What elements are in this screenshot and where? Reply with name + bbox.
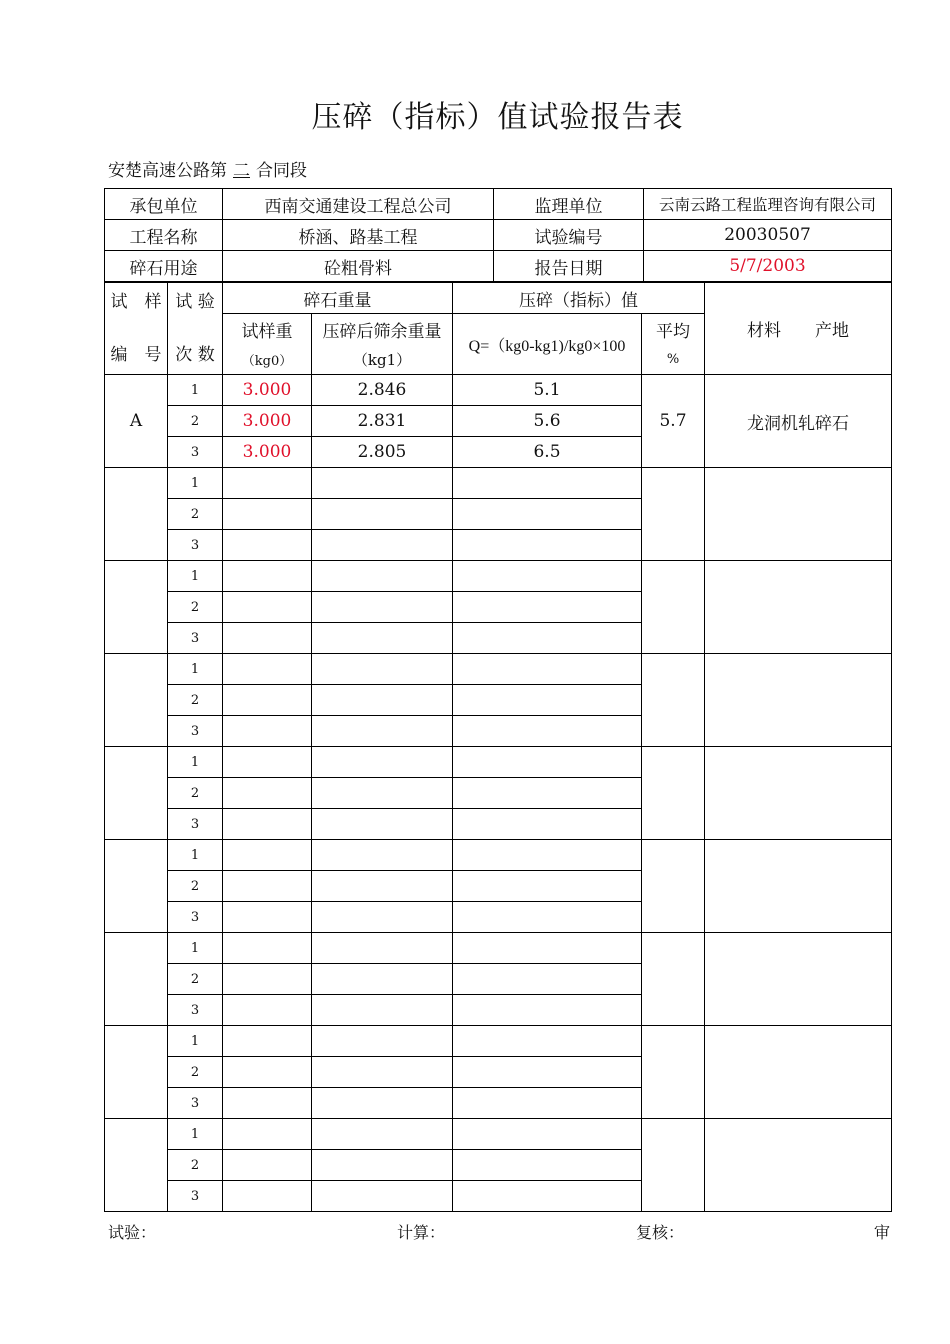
tester-signature-label: 试验： bbox=[108, 1223, 157, 1242]
sample-id-cell bbox=[105, 1119, 168, 1212]
sample-weight-cell: 3.000 bbox=[223, 437, 312, 468]
trial-cell: 1 bbox=[168, 933, 223, 964]
sample-weight-cell bbox=[223, 840, 312, 871]
residual-weight-cell bbox=[312, 1026, 453, 1057]
trial-cell: 2 bbox=[168, 499, 223, 530]
contractor-label: 承包单位 bbox=[105, 189, 223, 220]
sample-weight-cell bbox=[223, 902, 312, 933]
sample-weight-cell bbox=[223, 623, 312, 654]
sample-id-cell bbox=[105, 933, 168, 1026]
average-cell bbox=[642, 933, 705, 1026]
subtitle-suffix: 合同段 bbox=[256, 161, 307, 181]
trial-cell: 2 bbox=[168, 406, 223, 437]
date-label: 报告日期 bbox=[494, 251, 644, 282]
residual-weight-unit: （kg1） bbox=[312, 344, 453, 375]
crush-value-cell bbox=[453, 716, 642, 747]
crush-value-cell bbox=[453, 1150, 642, 1181]
material-cell bbox=[705, 840, 892, 933]
residual-weight-header: 压碎后筛余重量 bbox=[312, 314, 453, 345]
contract-section-line bbox=[108, 156, 307, 181]
weight-group-header: 碎石重量 bbox=[223, 283, 453, 314]
residual-weight-cell bbox=[312, 530, 453, 561]
material-cell bbox=[705, 747, 892, 840]
sample-weight-cell bbox=[223, 964, 312, 995]
usage-value: 砼粗骨料 bbox=[223, 251, 494, 282]
trial-cell: 2 bbox=[168, 964, 223, 995]
trial-cell: 3 bbox=[168, 716, 223, 747]
residual-weight-cell bbox=[312, 871, 453, 902]
trial-cell: 3 bbox=[168, 995, 223, 1026]
crush-value-cell: 5.1 bbox=[453, 375, 642, 406]
crush-value-cell bbox=[453, 530, 642, 561]
sample-weight-cell bbox=[223, 1026, 312, 1057]
residual-weight-cell bbox=[312, 1057, 453, 1088]
crush-value-cell bbox=[453, 964, 642, 995]
trial-cell: 1 bbox=[168, 747, 223, 778]
material-origin-header: 材料 产地 bbox=[705, 283, 892, 375]
sample-weight-cell: 3.000 bbox=[223, 375, 312, 406]
crush-value-cell bbox=[453, 778, 642, 809]
material-cell: 龙洞机轧碎石 bbox=[705, 375, 892, 468]
sample-weight-cell bbox=[223, 716, 312, 747]
info-row bbox=[105, 189, 892, 220]
sample-weight-cell bbox=[223, 499, 312, 530]
average-header: 平均 bbox=[642, 314, 705, 345]
sample-weight-cell: 3.000 bbox=[223, 406, 312, 437]
info-table bbox=[104, 188, 892, 282]
material-cell bbox=[705, 1119, 892, 1212]
crush-group-header: 压碎（指标）值 bbox=[453, 283, 705, 314]
table-row bbox=[105, 1026, 892, 1057]
crush-value-cell bbox=[453, 468, 642, 499]
sample-id-cell bbox=[105, 561, 168, 654]
trial-cell: 3 bbox=[168, 530, 223, 561]
table-row bbox=[105, 654, 892, 685]
sample-id-cell bbox=[105, 840, 168, 933]
crush-value-cell bbox=[453, 685, 642, 716]
residual-weight-cell bbox=[312, 468, 453, 499]
residual-weight-cell: 2.831 bbox=[312, 406, 453, 437]
average-cell: 5.7 bbox=[642, 375, 705, 468]
sample-id-cell bbox=[105, 747, 168, 840]
trial-cell: 3 bbox=[168, 902, 223, 933]
trial-cell: 1 bbox=[168, 561, 223, 592]
subtitle-prefix: 安楚高速公路第 bbox=[108, 161, 227, 181]
trial-cell: 3 bbox=[168, 809, 223, 840]
table-row bbox=[105, 375, 892, 406]
calculator-signature-label: 计算： bbox=[397, 1223, 446, 1242]
project-value: 桥涵、路基工程 bbox=[223, 220, 494, 251]
residual-weight-cell bbox=[312, 561, 453, 592]
average-cell bbox=[642, 747, 705, 840]
average-cell bbox=[642, 1026, 705, 1119]
supervisor-label: 监理单位 bbox=[494, 189, 644, 220]
table-row bbox=[105, 1119, 892, 1150]
sample-weight-cell bbox=[223, 1181, 312, 1212]
sample-weight-cell bbox=[223, 592, 312, 623]
sample-weight-cell bbox=[223, 809, 312, 840]
trial-cell: 2 bbox=[168, 1150, 223, 1181]
trial-cell: 1 bbox=[168, 1026, 223, 1057]
residual-weight-cell bbox=[312, 1119, 453, 1150]
sample-weight-cell bbox=[223, 561, 312, 592]
sample-weight-cell bbox=[223, 1150, 312, 1181]
residual-weight-cell bbox=[312, 592, 453, 623]
sample-weight-cell bbox=[223, 778, 312, 809]
usage-label: 碎石用途 bbox=[105, 251, 223, 282]
material-cell bbox=[705, 1026, 892, 1119]
crush-value-cell bbox=[453, 1088, 642, 1119]
sample-weight-unit: （kg0） bbox=[223, 344, 312, 375]
trial-cell: 1 bbox=[168, 375, 223, 406]
material-cell bbox=[705, 468, 892, 561]
sample-weight-cell bbox=[223, 530, 312, 561]
info-row bbox=[105, 220, 892, 251]
residual-weight-cell bbox=[312, 809, 453, 840]
page-title: 压碎（指标）值试验报告表 bbox=[311, 100, 684, 135]
residual-weight-cell bbox=[312, 840, 453, 871]
crush-value-cell bbox=[453, 592, 642, 623]
average-cell bbox=[642, 468, 705, 561]
sample-weight-cell bbox=[223, 468, 312, 499]
table-row bbox=[105, 561, 892, 592]
residual-weight-cell bbox=[312, 1088, 453, 1119]
residual-weight-cell: 2.805 bbox=[312, 437, 453, 468]
reviewer-signature-label: 复核： bbox=[636, 1223, 685, 1242]
supervisor-value: 云南云路工程监理咨询有限公司 bbox=[644, 189, 892, 220]
residual-weight-cell bbox=[312, 1181, 453, 1212]
sample-weight-cell bbox=[223, 1088, 312, 1119]
crush-value-cell bbox=[453, 1057, 642, 1088]
trial-cell: 3 bbox=[168, 437, 223, 468]
residual-weight-cell bbox=[312, 933, 453, 964]
material-cell bbox=[705, 561, 892, 654]
trial-cell: 2 bbox=[168, 592, 223, 623]
residual-weight-cell: 2.846 bbox=[312, 375, 453, 406]
table-row bbox=[105, 840, 892, 871]
residual-weight-cell bbox=[312, 902, 453, 933]
info-row bbox=[105, 251, 892, 282]
residual-weight-cell bbox=[312, 964, 453, 995]
table-row bbox=[105, 747, 892, 778]
sample-weight-cell bbox=[223, 685, 312, 716]
sample-weight-cell bbox=[223, 871, 312, 902]
residual-weight-cell bbox=[312, 654, 453, 685]
sample-id-header bbox=[105, 283, 168, 375]
sample-weight-cell bbox=[223, 654, 312, 685]
crush-value-cell bbox=[453, 499, 642, 530]
sample-header-line1: 试 样 bbox=[110, 291, 162, 312]
crush-value-cell bbox=[453, 1026, 642, 1057]
sample-weight-cell bbox=[223, 747, 312, 778]
trial-cell: 3 bbox=[168, 1181, 223, 1212]
table-row bbox=[105, 933, 892, 964]
sample-id-cell: A bbox=[105, 375, 168, 468]
sample-weight-cell bbox=[223, 933, 312, 964]
contractor-value: 西南交通建设工程总公司 bbox=[223, 189, 494, 220]
trial-cell: 2 bbox=[168, 1057, 223, 1088]
trial-header-line1: 试 验 bbox=[175, 291, 215, 312]
sample-weight-header: 试样重 bbox=[223, 314, 312, 345]
material-cell bbox=[705, 654, 892, 747]
trial-count-header bbox=[168, 283, 223, 375]
crush-value-cell bbox=[453, 809, 642, 840]
subtitle-section: 二 bbox=[233, 161, 250, 181]
crush-value-cell bbox=[453, 840, 642, 871]
crush-value-cell bbox=[453, 747, 642, 778]
trial-cell: 2 bbox=[168, 685, 223, 716]
trial-cell: 2 bbox=[168, 871, 223, 902]
average-cell bbox=[642, 840, 705, 933]
date-value: 5/7/2003 bbox=[644, 251, 892, 282]
trial-cell: 3 bbox=[168, 1088, 223, 1119]
trial-cell: 1 bbox=[168, 468, 223, 499]
test-no-label: 试验编号 bbox=[494, 220, 644, 251]
crush-value-cell bbox=[453, 995, 642, 1026]
header-row-1 bbox=[105, 283, 892, 314]
trial-cell: 1 bbox=[168, 1119, 223, 1150]
sample-weight-cell bbox=[223, 1119, 312, 1150]
project-label: 工程名称 bbox=[105, 220, 223, 251]
residual-weight-cell bbox=[312, 716, 453, 747]
sample-weight-cell bbox=[223, 995, 312, 1026]
residual-weight-cell bbox=[312, 778, 453, 809]
trial-cell: 1 bbox=[168, 840, 223, 871]
trial-cell: 2 bbox=[168, 778, 223, 809]
trial-cell: 1 bbox=[168, 654, 223, 685]
sample-id-cell bbox=[105, 654, 168, 747]
residual-weight-cell bbox=[312, 623, 453, 654]
residual-weight-cell bbox=[312, 747, 453, 778]
approver-signature-label: 审 bbox=[874, 1223, 891, 1242]
crush-value-cell bbox=[453, 1181, 642, 1212]
trial-cell: 3 bbox=[168, 623, 223, 654]
residual-weight-cell bbox=[312, 995, 453, 1026]
crush-value-cell bbox=[453, 623, 642, 654]
crush-value-cell bbox=[453, 561, 642, 592]
trial-header-line2: 次 数 bbox=[175, 344, 215, 365]
sample-id-cell bbox=[105, 468, 168, 561]
results-table bbox=[104, 282, 892, 1212]
crush-value-cell bbox=[453, 871, 642, 902]
average-cell bbox=[642, 561, 705, 654]
crush-value-cell: 5.6 bbox=[453, 406, 642, 437]
crush-value-cell bbox=[453, 1119, 642, 1150]
crush-value-cell: 6.5 bbox=[453, 437, 642, 468]
material-cell bbox=[705, 933, 892, 1026]
residual-weight-cell bbox=[312, 499, 453, 530]
average-cell bbox=[642, 1119, 705, 1212]
sample-id-cell bbox=[105, 1026, 168, 1119]
average-cell bbox=[642, 654, 705, 747]
crush-value-cell bbox=[453, 933, 642, 964]
crush-value-cell bbox=[453, 902, 642, 933]
residual-weight-cell bbox=[312, 1150, 453, 1181]
residual-weight-cell bbox=[312, 685, 453, 716]
sample-weight-cell bbox=[223, 1057, 312, 1088]
crush-value-cell bbox=[453, 654, 642, 685]
table-row bbox=[105, 468, 892, 499]
average-unit: % bbox=[642, 344, 705, 375]
sample-header-line2: 编 号 bbox=[110, 344, 162, 365]
formula-header: Q=（kg0-kg1)/kg0×100 bbox=[453, 314, 642, 375]
test-no-value: 20030507 bbox=[644, 220, 892, 251]
